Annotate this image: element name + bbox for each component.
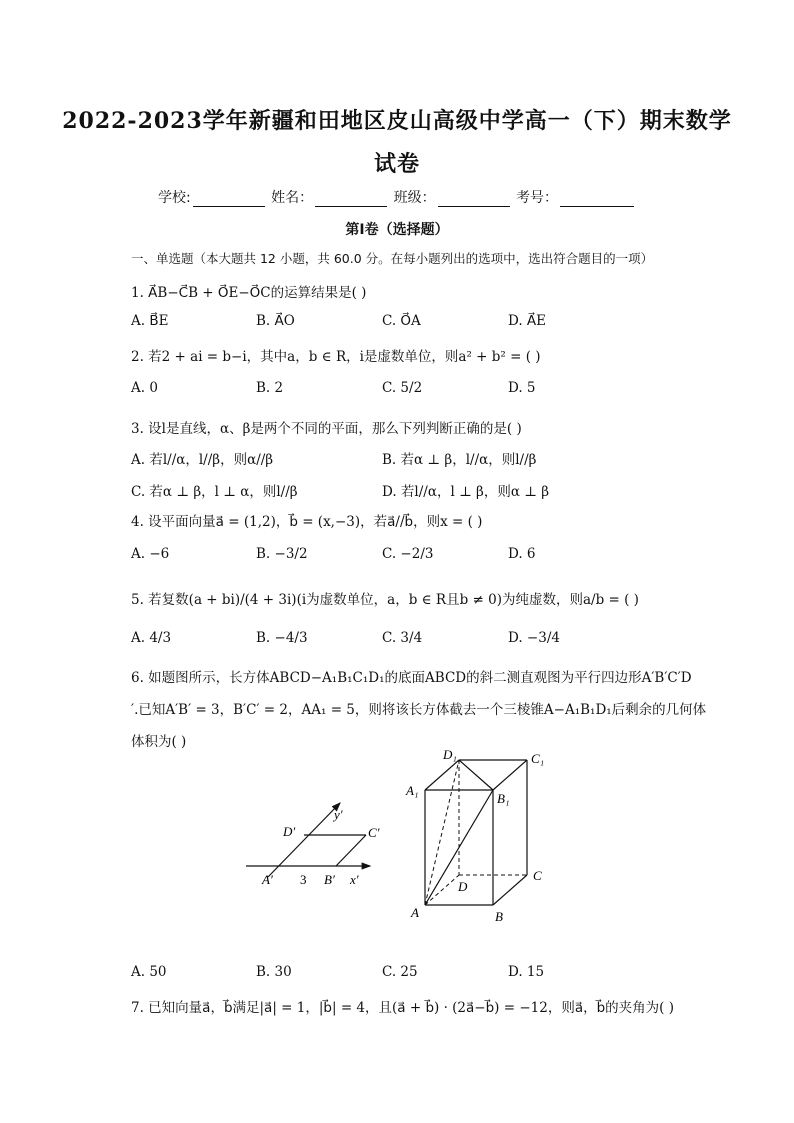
parallelogram-figure (240, 795, 380, 895)
question-1-stem: 1. A⃗B−C⃗B + O⃗E−O⃗C的运算结果是( ) (131, 285, 367, 301)
exam-title: 2022-2023学年新疆和田地区皮山高级中学高一（下）期末数学 (62, 108, 732, 134)
label-x-prime: x′ (350, 872, 359, 887)
question-1-option-c[interactable]: C. O⃗A (382, 313, 421, 329)
edge-ad1-hidden (425, 760, 459, 905)
question-2-option-a[interactable]: A. 0 (131, 380, 158, 396)
label-a-prime: A′ (262, 872, 273, 887)
question-3-option-a[interactable]: A. 若l//α，l//β，则α//β (131, 452, 274, 468)
label-length-3: 3 (300, 872, 307, 887)
section-title: 第Ⅰ卷（选择题） (345, 222, 449, 238)
student-info-line (0, 187, 794, 207)
exam-number-label: 考号： (516, 190, 559, 206)
section-instructions: 一、单选题（本大题共 12 小题，共 60.0 分。在每小题列出的选项中，选出符合题目的一项） (131, 251, 654, 266)
question-7-stem: 7. 已知向量a⃗，b⃗满足|a⃗| = 1，|b⃗| = 4，且(a⃗ + b⃗) · (2a⃗−b⃗) = −12，则a⃗，b⃗的夹角为( ) (131, 1000, 674, 1016)
label-c: C (533, 868, 542, 883)
school-label: 学校: (157, 190, 191, 206)
question-2-option-c[interactable]: C. 5/2 (382, 380, 423, 396)
question-5-option-d[interactable]: D. −3/4 (508, 630, 560, 646)
school-field[interactable] (193, 192, 265, 207)
question-5-option-b[interactable]: B. −4/3 (256, 630, 308, 646)
name-field[interactable] (315, 192, 387, 207)
class-label: 班级： (393, 190, 436, 206)
question-2-option-b[interactable]: B. 2 (256, 380, 284, 396)
question-6-stem-line-3: 体积为( ) (131, 734, 187, 750)
label-c1: C₁ (531, 751, 545, 766)
label-d-prime: D′ (283, 824, 296, 839)
question-6-stem-line-1: 6. 如题图所示，长方体ABCD−A₁B₁C₁D₁的底面ABCD的斜二测直观图为平行四边形A′B′C′D (131, 670, 692, 686)
label-a: A (411, 905, 419, 920)
question-6-stem-line-2: ′.已知A′B′ = 3，B′C′ = 2，AA₁ = 5，则将该长方体截去一个三棱锥A−A₁B₁D₁后剩余的几何体 (131, 702, 707, 718)
question-4-option-b[interactable]: B. −3/2 (256, 546, 308, 562)
class-field[interactable] (438, 192, 510, 207)
name-label: 姓名： (271, 190, 314, 206)
edge-ad-hidden (425, 875, 459, 905)
question-4-option-c[interactable]: C. −2/3 (382, 546, 434, 562)
exam-title-continued: 试卷 (373, 151, 420, 177)
cuboid-figure (403, 745, 553, 930)
question-4-option-d[interactable]: D. 6 (508, 546, 536, 562)
question-1-option-b[interactable]: B. A⃗O (256, 313, 295, 329)
question-1-option-d[interactable]: D. A⃗E (508, 313, 547, 329)
question-5-option-a[interactable]: A. 4/3 (131, 630, 172, 646)
question-4-stem: 4. 设平面向量a⃗ = (1,2)，b⃗ = (x,−3)，若a⃗//b⃗，则x = ( ) (131, 514, 483, 530)
label-a1: A₁ (406, 783, 419, 798)
label-d1: D₁ (443, 747, 457, 762)
question-5-option-c[interactable]: C. 3/4 (382, 630, 423, 646)
edge-bc (493, 875, 527, 905)
question-3-option-b[interactable]: B. 若α ⊥ β，l//α，则l//β (382, 452, 537, 468)
question-3-stem: 3. 设l是直线，α、β是两个不同的平面，那么下列判断正确的是( ) (131, 421, 522, 437)
edge-b1c1 (493, 760, 527, 790)
label-b-prime: B′ (324, 872, 335, 887)
question-3-option-c[interactable]: C. 若α ⊥ β，l ⊥ α，则l//β (131, 484, 298, 500)
label-b: B (495, 909, 503, 924)
question-1-option-a[interactable]: A. B⃗E (131, 313, 169, 329)
label-d: D (458, 879, 468, 894)
edge-bc (336, 835, 366, 866)
exam-number-field[interactable] (560, 192, 634, 207)
question-6-option-c[interactable]: C. 25 (382, 964, 418, 980)
question-3-option-d[interactable]: D. 若l//α，l ⊥ β，则α ⊥ β (382, 484, 550, 500)
label-y-prime: y′ (334, 807, 343, 822)
question-6-option-b[interactable]: B. 30 (256, 964, 292, 980)
edge-a1d1 (425, 760, 459, 790)
label-b1: B₁ (497, 791, 510, 806)
label-c-prime: C′ (368, 825, 380, 840)
question-6-option-d[interactable]: D. 15 (508, 964, 545, 980)
question-6-option-a[interactable]: A. 50 (131, 964, 167, 980)
question-5-stem: 5. 若复数(a + bi)/(4 + 3i)(i为虚数单位，a，b ∈ R且b ≠ 0)为纯虚数，则a/b = ( ) (131, 592, 639, 608)
edge-d1b1 (459, 760, 493, 790)
question-4-option-a[interactable]: A. −6 (131, 546, 170, 562)
question-2-stem: 2. 若2 + ai = b−i，其中a，b ∈ R，i是虚数单位，则a² + b² = ( ) (131, 349, 541, 365)
question-2-option-d[interactable]: D. 5 (508, 380, 536, 396)
